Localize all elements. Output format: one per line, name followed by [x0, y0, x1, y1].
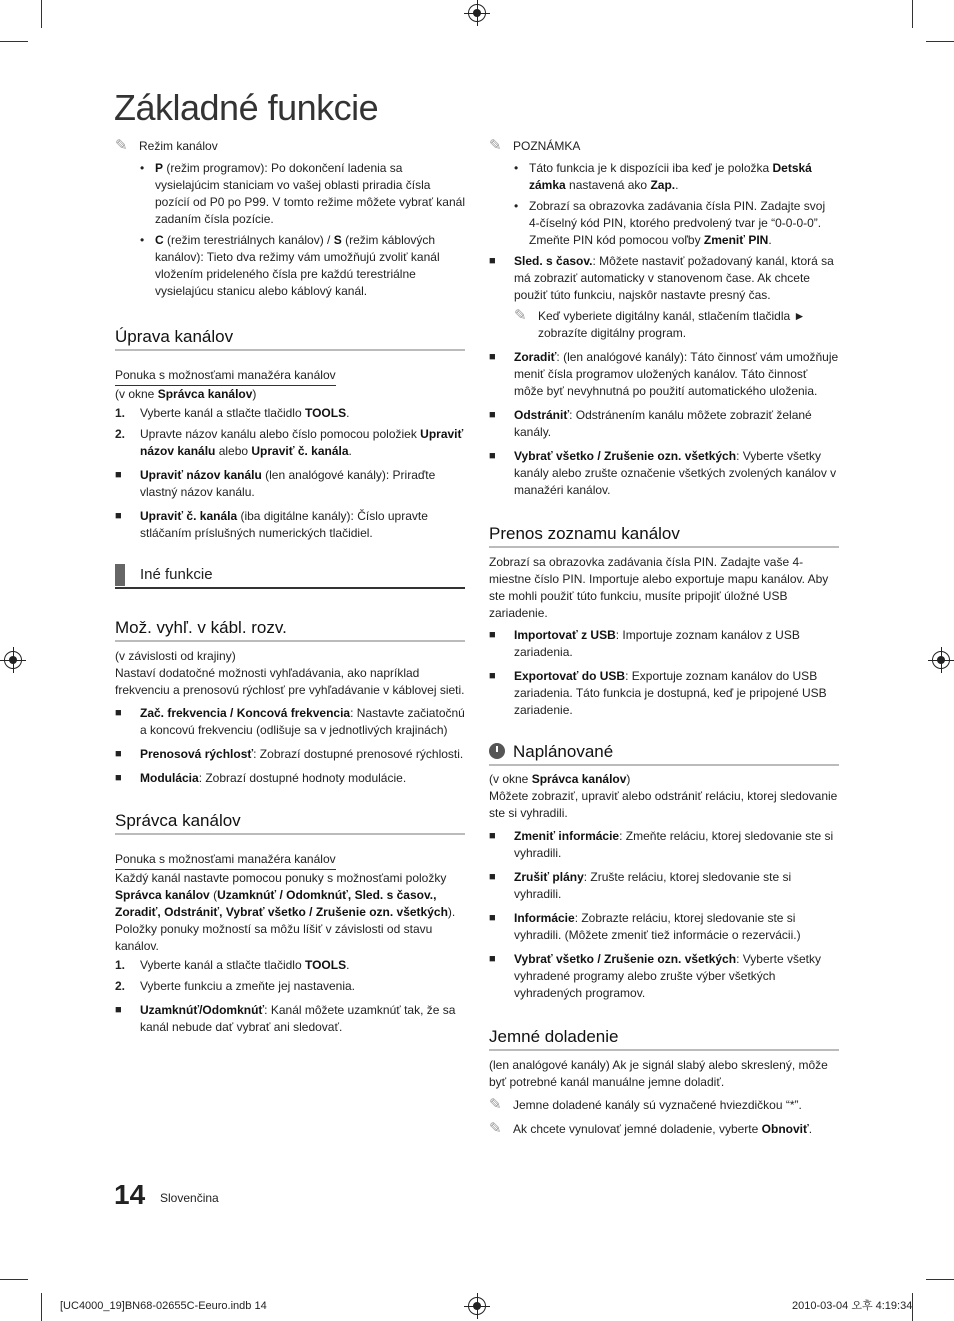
pencil-icon: ✎ — [514, 307, 527, 324]
pencil-icon: ✎ — [489, 1120, 502, 1137]
note-label: Režim kanálov — [139, 139, 218, 153]
section-heading-spravca: Správca kanálov — [115, 810, 465, 835]
section-heading-moz: Mož. vyhľ. v kábl. rozv. — [115, 617, 465, 642]
list-item: ■ Zoradiť: (len analógové kanály): Táto činnosť vám umožňuje meniť čísla programov uložených kanálov. Táto činnosť môže byť nevyhnutná po použití automatického uloženia. — [489, 350, 839, 398]
crop-mark — [926, 1279, 954, 1280]
crop-mark — [41, 1293, 42, 1321]
left-column — [115, 138, 465, 1036]
registration-mark-icon — [4, 651, 22, 669]
crop-mark — [0, 1279, 28, 1280]
context-text: (v okne Správca kanálov) — [115, 387, 257, 401]
list-item: • Táto funkcia je k dispozícii iba keď je položka Detská zámka nastavená ako Zap.. — [514, 161, 812, 192]
crop-mark — [912, 0, 913, 28]
registration-mark-icon — [468, 1297, 486, 1315]
right-column — [489, 138, 839, 1138]
note-item: ✎ Jemne doladené kanály sú vyznačené hviezdičkou “*”. — [489, 1096, 802, 1113]
context-text: (v okne Správca kanálov) — [489, 772, 631, 786]
registration-mark-icon — [468, 4, 486, 22]
sub-note: ✎ Keď vyberiete digitálny kanál, stlačením tlačidla ► zobrazíte digitálny program. — [514, 307, 806, 340]
section-description: Môžete zobraziť, upraviť alebo odstrániť reláciu, ktorej sledovanie ste si vyhradili. — [489, 789, 838, 820]
imprint-file: [UC4000_19]BN68-02655C-Eeuro.indb 14 — [60, 1300, 267, 1312]
list-item: ■ Odstrániť: Odstránením kanálu môžete zobraziť želané kanály. — [489, 408, 812, 439]
step-item: 2. Vyberte funkciu a zmeňte jej nastavenia. — [115, 979, 356, 993]
list-item: • Zobrazí sa obrazovka zadávania čísla PIN. Zadajte svoj 4-číselný kód PIN, ktorého predvolený tvar je “0-0-0-0”. Zmeňte PIN kód pomocou voľby Zmeniť PIN. — [514, 199, 826, 247]
page-number: 14 — [114, 1179, 146, 1210]
region-note: (v závislosti od krajiny) — [115, 649, 236, 663]
list-item: ■ Upraviť názov kanálu (len analógové kanály): Priraďte vlastný názov kanálu. — [115, 468, 436, 499]
menu-path: Ponuka s možnosťami manažéra kanálov — [115, 367, 336, 386]
step-item: 1. Vyberte kanál a stlačte tlačidlo TOOLS. — [115, 958, 350, 972]
list-item: • P (režim programov): Po dokončení ladenia sa vysielajúcim staniciam vo vašej oblasti priradia čísla pozícií od P0 po P99. V tomto režime môžete vybrať kanál zadaním čísla pozície. — [140, 161, 465, 226]
section-description: (len analógové kanály) Ak je signál slabý alebo skreslený, môže byť potrebné kanál manuálne jemne doladiť. — [489, 1058, 828, 1089]
section-heading-prenos: Prenos zoznamu kanálov — [489, 523, 839, 548]
step-item: 1. Vyberte kanál a stlačte tlačidlo TOOLS. — [115, 406, 350, 420]
imprint-date: 2010-03-04 오후 4:19:34 — [792, 1300, 913, 1312]
list-item: ■ Uzamknúť/Odomknúť: Kanál môžete uzamknúť tak, že sa kanál nebude dať vybrať ani sledovať. — [115, 1003, 456, 1034]
list-item: ■ Prenosová rýchlosť: Zobrazí dostupné prenosové rýchlosti. — [115, 747, 464, 761]
list-item: ■ Zmeniť informácie: Zmeňte reláciu, ktorej sledovanie ste si vyhradili. — [489, 829, 834, 860]
subsection-header-ine-funkcie: Iné funkcie — [115, 563, 465, 589]
page-title: Základné funkcie — [114, 87, 379, 128]
crop-mark — [41, 0, 42, 28]
pencil-icon: ✎ — [489, 1096, 502, 1113]
registration-mark-icon — [932, 651, 950, 669]
section-description: Nastaví dodatočné možnosti vyhľadávania, ako napríklad frekvenciu a prenosovú rýchlosť pre vyhľadávanie v káblovej sieti. — [115, 666, 465, 697]
pencil-icon: ✎ — [115, 137, 128, 154]
note-header — [489, 138, 839, 155]
list-item: ■ Informácie: Zobrazte reláciu, ktorej sledovanie ste si vyhradili. (Môžete zmeniť tiež informácie o rezervácii.) — [489, 911, 801, 942]
list-item: ■ Exportovať do USB: Exportuje zoznam kanálov do USB zariadenia. Táto funkcia je dostupná, keď je pripojené USB zariadenie. — [489, 669, 827, 717]
list-item: ■ Modulácia: Zobrazí dostupné hodnoty modulácie. — [115, 771, 407, 785]
section-description: Každý kanál nastavte pomocou ponuky s možnosťami položky Správca kanálov (Uzamknúť / Odomknúť, Sled. s časov., Zoradiť, Odstrániť, Vybrať všetko / Zrušenie ozn. všetkých). Položky ponuky možností sa môžu líšiť v závislosti od stavu kanálov. — [115, 871, 456, 953]
menu-path: Ponuka s možnosťami manažéra kanálov — [115, 851, 336, 870]
list-item: • C (režim terestriálnych kanálov) / S (režim káblových kanálov): Tieto dva režimy vám umožňujú zvoliť kanál vložením prideleného čísla pre každú terestriálne vysielajúcu stanicu alebo káblový kanál. — [140, 233, 440, 298]
list-item: ■ Vybrať všetko / Zrušenie ozn. všetkých: Vyberte všetky vyhradené programy alebo zrušte výber všetkých vyhradených programov. — [489, 952, 821, 1000]
note-item: ✎ Ak chcete vynulovať jemné doladenie, vyberte Obnoviť. — [489, 1120, 813, 1137]
note-label: POZNÁMKA — [513, 139, 581, 153]
section-heading-naplanovane: Naplánované — [489, 741, 839, 766]
list-item: ■ Upraviť č. kanála (iba digitálne kanály): Číslo upravte stláčaním príslušných numerických tlačidiel. — [115, 509, 428, 540]
list-item: ■ Zrušiť plány: Zrušte reláciu, ktorej sledovanie ste si vyhradili. — [489, 870, 792, 901]
list-item: ■ Vybrať všetko / Zrušenie ozn. všetkých: Vyberte všetky kanály alebo zrušte označenie všetkých zvolených kanálov v manažéri kanálov. — [489, 449, 837, 497]
list-item: ■ Zač. frekvencia / Koncová frekvencia: Nastavte začiatočnú a koncovú frekvenciu (odlišuje sa v jednotlivých krajinách) — [115, 706, 465, 737]
clock-icon — [489, 743, 505, 759]
list-item: ■ Importovať z USB: Importuje zoznam kanálov z USB zariadenia. — [489, 628, 800, 659]
crop-mark — [0, 41, 28, 42]
step-item: 2. Upravte názov kanálu alebo číslo pomocou položiek Upraviť názov kanálu alebo Upraviť č. kanála. — [115, 427, 464, 458]
section-heading-uprava: Úprava kanálov — [115, 326, 465, 351]
section-heading-jemne: Jemné doladenie — [489, 1026, 839, 1051]
section-description: Zobrazí sa obrazovka zadávania čísla PIN. Zadajte vaše 4-miestne číslo PIN. Importuje alebo exportuje mapu kanálov. Aby ste mohli použiť túto funkciu, musíte pripojiť úložné USB zariadenie. — [489, 555, 829, 620]
crop-mark — [926, 41, 954, 42]
note-channel-mode — [115, 138, 465, 155]
language-label: Slovenčina — [160, 1191, 219, 1205]
pencil-icon: ✎ — [489, 137, 502, 154]
list-item: ■ Sled. s časov.: Môžete nastaviť požadovaný kanál, ktorá sa má zobraziť automaticky v stanovenom čase. Ak chcete použiť túto funkciu, najskôr nastavte presný čas. — [489, 254, 834, 302]
